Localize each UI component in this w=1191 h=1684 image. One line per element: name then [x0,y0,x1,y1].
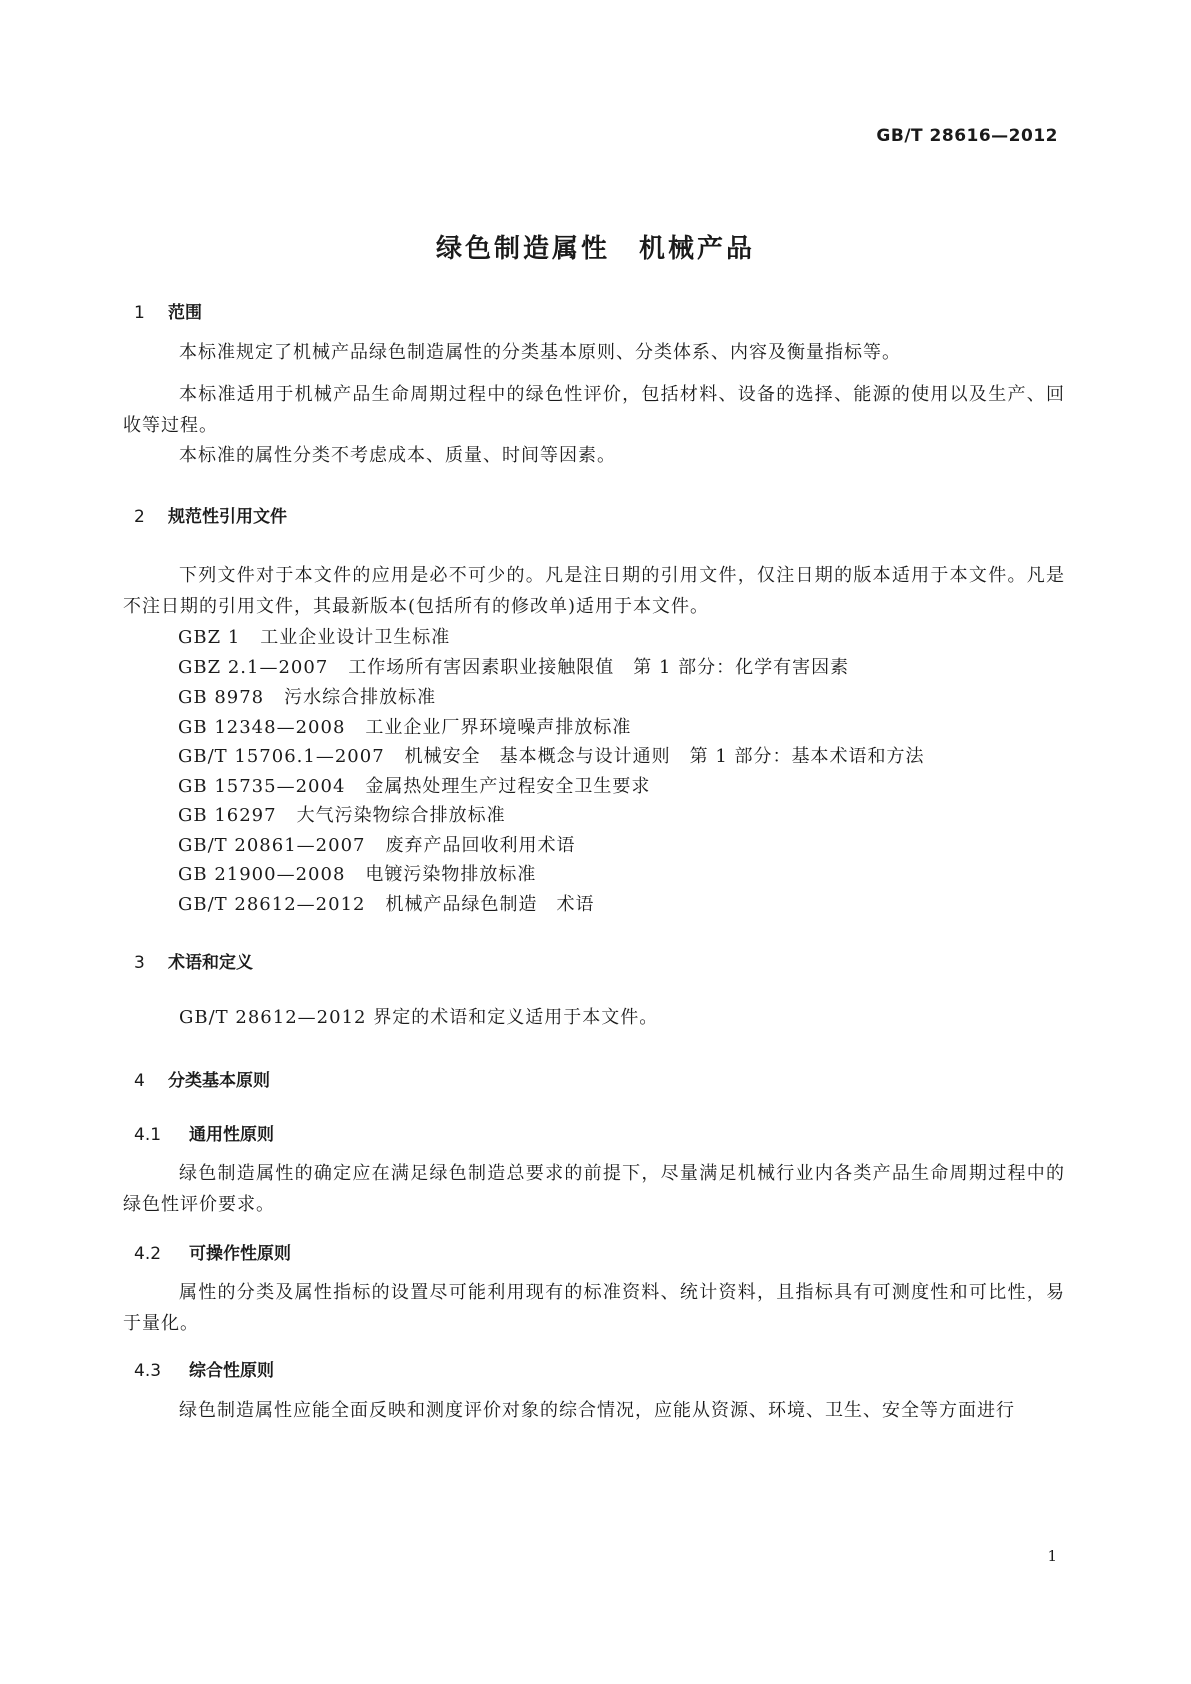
reference-title: 工业企业设计卫生标准 [260,627,451,648]
page-number: 1 [1047,1547,1057,1565]
reference-item [178,890,594,916]
reference-title: 污水综合排放标准 [284,687,437,708]
reference-code: GB 21900—2008 [178,864,346,885]
reference-title: 工作场所有害因素职业接触限值 第 1 部分：化学有害因素 [348,657,850,678]
reference-item [178,801,506,827]
section-title: 术语和定义 [168,953,253,973]
reference-item [178,623,450,649]
reference-code: GBZ 1 [178,627,241,648]
section-number: 2 [134,507,145,527]
subsection-number: 4.1 [134,1125,162,1145]
reference-title: 大气污染物综合排放标准 [296,805,506,826]
paragraph: 属性的分类及属性指标的设置尽可能利用现有的标准资料、统计资料，且指标具有可测度性和可比性，易于量化。 [123,1282,1065,1334]
reference-item [178,713,631,739]
subsection-number: 4.2 [134,1244,162,1264]
reference-code: GB 8978 [178,687,265,708]
section-number: 4 [134,1071,145,1091]
reference-item [178,742,925,768]
subsection-4-3-heading [134,1356,274,1381]
paragraph: 下列文件对于本文件的应用是必不可少的。凡是注日期的引用文件，仅注日期的版本适用于本文件。凡是不注日期的引用文件，其最新版本(包括所有的修改单)适用于本文件。 [123,565,1065,617]
reference-item [178,683,436,709]
paragraph: 本标准的属性分类不考虑成本、质量、时间等因素。 [179,445,616,466]
section-title: 范围 [168,303,202,323]
reference-code: GBZ 2.1—2007 [178,657,329,678]
subsection-4-1-heading [134,1120,274,1145]
reference-title: 金属热处理生产过程安全卫生要求 [365,776,651,797]
reference-code: GB/T 20861—2007 [178,835,366,856]
section-title: 分类基本原则 [168,1071,270,1091]
subsection-title: 综合性原则 [189,1361,274,1381]
reference-title: 废弃产品回收利用术语 [385,835,576,856]
paragraph: GB/T 28612—2012 界定的术语和定义适用于本文件。 [179,1007,659,1028]
reference-item [178,831,575,857]
reference-code: GB/T 15706.1—2007 [178,746,385,767]
reference-title: 机械安全 基本概念与设计通则 第 1 部分：基本术语和方法 [404,746,925,767]
section-number: 1 [134,303,145,323]
reference-title: 电镀污染物排放标准 [365,864,537,885]
section-1-heading [134,298,202,323]
reference-code: GB/T 28612—2012 [178,894,366,915]
subsection-title: 通用性原则 [189,1125,274,1145]
reference-item [178,860,536,886]
reference-code: GB 16297 [178,805,277,826]
paragraph: 绿色制造属性应能全面反映和测度评价对象的综合情况，应能从资源、环境、卫生、安全等方面进行 [179,1400,1015,1421]
standard-code: GB/T 28616—2012 [876,126,1058,146]
reference-code: GB 12348—2008 [178,717,346,738]
reference-item [178,653,849,679]
reference-code: GB 15735—2004 [178,776,346,797]
section-2-heading [134,502,287,527]
reference-title: 机械产品绿色制造 术语 [385,894,595,915]
section-number: 3 [134,953,145,973]
paragraph: 本标准规定了机械产品绿色制造属性的分类基本原则、分类体系、内容及衡量指标等。 [179,342,901,363]
subsection-number: 4.3 [134,1361,162,1381]
reference-title: 工业企业厂界环境噪声排放标准 [365,717,632,738]
subsection-title: 可操作性原则 [189,1244,291,1264]
document-title: 绿色制造属性 机械产品 [435,234,755,264]
paragraph: 本标准适用于机械产品生命周期过程中的绿色性评价，包括材料、设备的选择、能源的使用以及生产、回收等过程。 [123,384,1065,436]
paragraph: 绿色制造属性的确定应在满足绿色制造总要求的前提下，尽量满足机械行业内各类产品生命周期过程中的绿色性评价要求。 [123,1163,1065,1215]
section-3-heading [134,948,253,973]
section-title: 规范性引用文件 [168,507,287,527]
reference-item [178,772,650,798]
section-4-heading [134,1066,270,1091]
subsection-4-2-heading [134,1239,291,1264]
